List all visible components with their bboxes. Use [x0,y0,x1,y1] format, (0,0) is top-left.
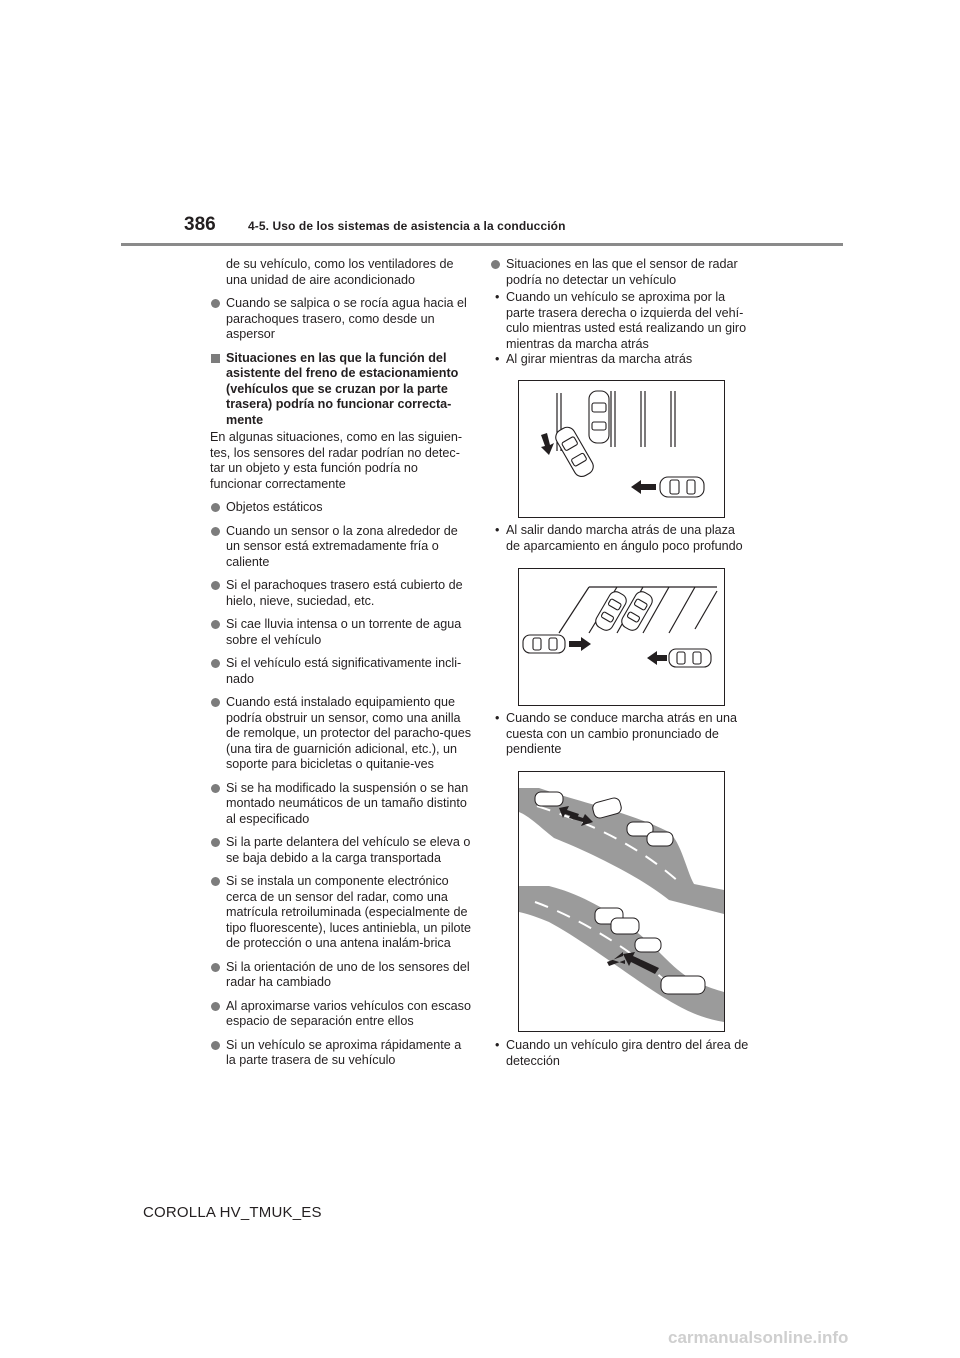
bullet-item: Si el parachoques trasero está cubierto de hielo, nieve, suciedad, etc. [210,578,472,609]
bullet-dot-icon [211,620,220,629]
bullet-item: Cuando está instalado equipamiento que podría obstruir un sensor, como una anilla de remolque, un protector del paracho-ques (una tira de guarnición adicional, etc.), un soporte para bicicletas o quitanie-ves [210,695,472,773]
parked-car-icon [589,391,609,443]
model-code: COROLLA HV_TMUK_ES [143,1204,322,1221]
bullet-dot-icon [491,260,500,269]
bullet-item: Situaciones en las que el sensor de radar podría no detectar un vehículo [490,257,752,288]
figure-angled-parking [518,568,725,706]
approaching-car-icon [660,477,704,497]
bullet-item: Cuando se salpica o se rocía agua hacia el parachoques trasero, como desde un aspersor [210,296,472,343]
bullet-dot-icon [211,963,220,972]
bullet-item: Si un vehículo se aproxima rápidamente a la parte trasera de su vehículo [210,1038,472,1069]
page-number: 386 [184,214,216,235]
bullet-dot-icon [211,581,220,590]
sub-item: • Al salir dando marcha atrás de una plaza de aparcamiento en ángulo poco profundo [495,523,743,553]
sub-item: • Al girar mientras da marcha atrás [495,352,693,366]
right-column [490,257,752,368]
bullet-dot-icon [211,299,220,308]
bullet-dot-icon [211,877,220,886]
figure-slope [518,771,725,1032]
section-title: 4-5. Uso de los sistemas de asistencia a la conducción [248,219,566,233]
bullet-dot-icon [211,1041,220,1050]
bullet-dot-icon [211,698,220,707]
caption-block [490,711,752,758]
sub-item: • Cuando un vehículo gira dentro del área de detección [495,1038,749,1068]
right-car-icon [669,649,711,667]
figure-reverse-turn [518,380,725,518]
reverse-turn-illustration [519,381,724,517]
caption-block [490,523,752,554]
bullet-item: Si la orientación de uno de los sensores del radar ha cambiado [210,960,472,991]
paragraph: En algunas situaciones, como en las siguien-tes, los sensores del radar podrían no detec-tar un objeto y esta función podría no funcionar correctamente [210,430,463,491]
angled-parking-illustration [519,569,724,705]
header-rule [121,243,843,246]
left-arrow-icon [647,651,667,665]
bullet-item: Al aproximarse varios vehículos con escaso espacio de separación entre ellos [210,999,472,1030]
bullet-dot-icon [211,503,220,512]
bullet-dot-icon [211,838,220,847]
bullet-dot-icon [211,1002,220,1011]
square-bullet-icon [211,354,220,363]
subheading: Situaciones en las que la función del asistente del freno de estacionamiento (vehículos que se cruzan por la parte trasera) podría no funcionar correcta-mente [210,351,472,429]
slope-illustration [519,772,724,1031]
bullet-item: Objetos estáticos [210,500,472,516]
left-car-icon [523,635,565,653]
watermark: carmanualsonline.info [668,1328,849,1347]
sub-item: • Cuando un vehículo se aproxima por la parte trasera derecha o izquierda del vehí-culo mientras usted está realizando un giro mientras da marcha atrás [495,290,747,351]
bullet-dot-icon [211,527,220,536]
bullet-item: Si el vehículo está significativamente incli-nado [210,656,472,687]
caption-block [490,1038,752,1069]
left-column [210,257,472,1077]
left-arrow-icon [631,480,656,494]
bullet-dot-icon [211,784,220,793]
sub-item: • Cuando se conduce marcha atrás en una cuesta con un cambio pronunciado de pendiente [495,711,738,756]
right-arrow-icon [569,637,591,651]
bullet-item: Si la parte delantera del vehículo se eleva o se baja debido a la carga transportada [210,835,472,866]
bullet-dot-icon [211,659,220,668]
bullet-item: Si cae lluvia intensa o un torrente de agua sobre el vehículo [210,617,472,648]
intro-continuation: de su vehículo, como los ventiladores de una unidad de aire acondicionado [226,257,454,287]
bullet-item: Si se ha modificado la suspensión o se han montado neumáticos de un tamaño distinto al especificado [210,781,472,828]
reverse-arrow-icon [541,433,554,455]
bullet-item: Cuando un sensor o la zona alrededor de un sensor está extremadamente fría o caliente [210,524,472,571]
bullet-item: Si se instala un componente electrónico cerca de un sensor del radar, como una matrícula retroiluminada (especialmente de tipo fluorescente), luces antiniebla, un pilote de protección o una antena inalám-brica [210,874,472,952]
